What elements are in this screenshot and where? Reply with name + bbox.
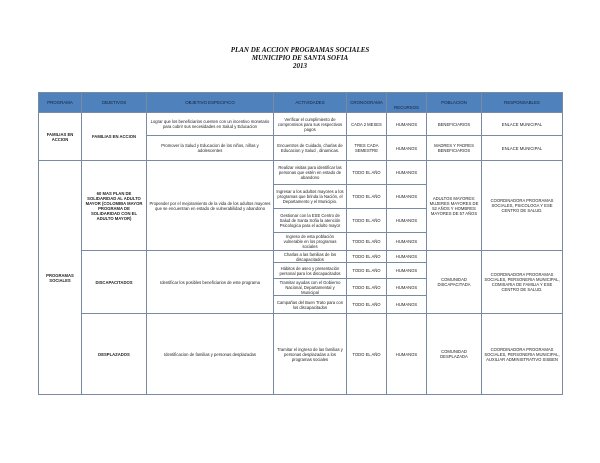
actividad-cell: Verificar el cumplimiento de compromisos para sus respectivos pagos: [274, 113, 347, 136]
recursos-cell: HUMANOS: [387, 263, 427, 279]
recursos-cell: HUMANOS: [387, 113, 427, 136]
header-objetivo-especifico: OBJETIVO ESPECIFICO: [147, 93, 274, 113]
table-row: [39, 113, 563, 136]
document-header: [0, 46, 600, 70]
actividad-cell: Ingresar a los adultos mayores a los programas que brinda la Nación, el Departamento y el Municipio.: [274, 185, 347, 209]
especifico-cell: Identificacion de familias y personas desplazadas: [147, 314, 274, 395]
objetivo-cell: DISCAPACITADOS: [82, 251, 147, 314]
responsable-cell: ENLACE MUNICIPAL: [482, 136, 563, 161]
responsable-cell: COORDINADORA PROGRAMAS SOCIALES, PERSONERIA MUNICIPAL, COMISARIA DE FAMILIA Y ESE CENTRO DE SALUD.: [482, 251, 563, 314]
actividad-cell: Encuentros de Cuidado, charlas de Educacion y Salud , dinamicas.: [274, 136, 347, 161]
cronograma-cell: TODO EL AÑO: [347, 185, 387, 209]
cronograma-cell: TODO EL AÑO: [347, 233, 387, 251]
title-line-2: MUNICIPIO DE SANTA SOFIA: [251, 54, 349, 62]
title-line-3: 2013: [293, 62, 307, 70]
header-actividades: ACTIVIDADES: [274, 93, 347, 113]
especifico-cell: Propender por el mejoramiento de la vida de los adultos mayores que se encuentran en estado de vulnerabilidad y abandono: [147, 161, 274, 251]
responsable-cell: ENLACE MUNICIPAL: [482, 113, 563, 136]
poblacion-cell: COMUNIDAD DESPLAZADA: [427, 314, 482, 395]
actividad-cell: Campañas del Buen Trato para con los discapacitados: [274, 296, 347, 314]
especifico-cell: Promover la Salud y Educacion de los niños, niñas y adolescentes: [147, 136, 274, 161]
actividad-cell: Charlas a las familias de los discapacitados: [274, 251, 347, 263]
actividad-cell: Ingreso de esta población vulnerable en los programas sociales: [274, 233, 347, 251]
cronograma-cell: CADA 2 MESES: [347, 113, 387, 136]
especifico-cell: Lograr que los beneficiarios cuenten con un incentivo monetario para cubrir sus necesidades en Salud y Educacion: [147, 113, 274, 136]
cronograma-cell: TODO EL AÑO: [347, 161, 387, 185]
poblacion-cell: COMUNIDAD DISCAPACITADA: [427, 251, 482, 314]
table-row: [39, 314, 563, 395]
responsable-cell: COORDINADORA PROGRAMAS SOCIALES, PERSONERIA MUNICIPAL, AUXILIAR ADMINISTRATIVO SISBEN: [482, 314, 563, 395]
actividad-cell: Hábitos de aseo y presentación personal para los discapacitados: [274, 263, 347, 279]
header-objetivos: OBJETIVOS: [82, 93, 147, 113]
recursos-cell: HUMANOS: [387, 296, 427, 314]
action-plan-table: [38, 92, 563, 395]
objetivo-cell: DESPLAZADOS: [82, 314, 147, 395]
header-responsables: RESPONSABLES: [482, 93, 563, 113]
cronograma-cell: TODO EL AÑO: [347, 314, 387, 395]
poblacion-cell: ADULTOS MAYORES: MUJERES MAYORES DE 52 AÑOS Y HOMBRES MAYORES DE 57 AÑOS: [427, 161, 482, 251]
objetivo-cell: 60 MAS PLAN DE SOLIDARIDAD AL ADULTO MAYOR (COLOMBIA MAYOR PROGRAMA DE SOLIDARIDAD CON EL ADULTO MAYOR): [82, 161, 147, 251]
especifico-cell: Identificar los posibles beneficiarios de este programa: [147, 251, 274, 314]
header-programa: PROGRAMA: [39, 93, 82, 113]
recursos-cell: HUMANOS: [387, 314, 427, 395]
table-row: [39, 251, 563, 263]
poblacion-cell: BENEFICIARIOS: [427, 113, 482, 136]
programa-cell: FAMILIAS EN ACCION: [39, 113, 82, 161]
recursos-cell: HUMANOS: [387, 136, 427, 161]
recursos-cell: HUMANOS: [387, 251, 427, 263]
recursos-cell: HUMANOS: [387, 209, 427, 233]
cronograma-cell: TODO EL AÑO: [347, 209, 387, 233]
title-line-1: PLAN DE ACCION PROGRAMAS SOCIALES: [230, 46, 370, 54]
actividad-cell: Tramitar ayudas con el Gobierno Nacional, Departamental y Municipal: [274, 279, 347, 296]
objetivo-cell: FAMILIAS EN ACCION: [82, 113, 147, 161]
programa-cell: PROGRAMAS SOCIALES: [39, 161, 82, 395]
actividad-cell: Realizar visitas para identificar las personas que estén en estado de abandono: [274, 161, 347, 185]
actividad-cell: Gestionar con la ESE Centro de Salud de Santa Sofia la atención Psicologica para el adulto mayor: [274, 209, 347, 233]
cronograma-cell: TODO EL AÑO: [347, 296, 387, 314]
cronograma-cell: TODO EL AÑO: [347, 279, 387, 296]
recursos-cell: HUMANOS: [387, 185, 427, 209]
responsable-cell: COORDINADORA PROGRAMAS SOCIALES, PSICOLOGA Y ESE CENTRO DE SALUD.: [482, 161, 563, 251]
table-header-row: [39, 93, 563, 113]
cronograma-cell: TODO EL AÑO: [347, 263, 387, 279]
header-cronograma: CRONOGRAMA: [347, 93, 387, 113]
recursos-cell: HUMANOS: [387, 233, 427, 251]
header-recursos: RECURSOS: [387, 93, 427, 113]
cronograma-cell: TRES CADA SEMESTRE: [347, 136, 387, 161]
recursos-cell: HUMANOS: [387, 279, 427, 296]
table-row: [39, 161, 563, 185]
recursos-cell: HUMANOS: [387, 161, 427, 185]
cronograma-cell: TODO EL AÑO: [347, 251, 387, 263]
poblacion-cell: MADRES Y PADRES BENEFICIARIOS: [427, 136, 482, 161]
header-poblacion: POBLACION: [427, 93, 482, 113]
actividad-cell: Tramitar el ingreso de las familias y personas desplazadas a los programas sociales: [274, 314, 347, 395]
